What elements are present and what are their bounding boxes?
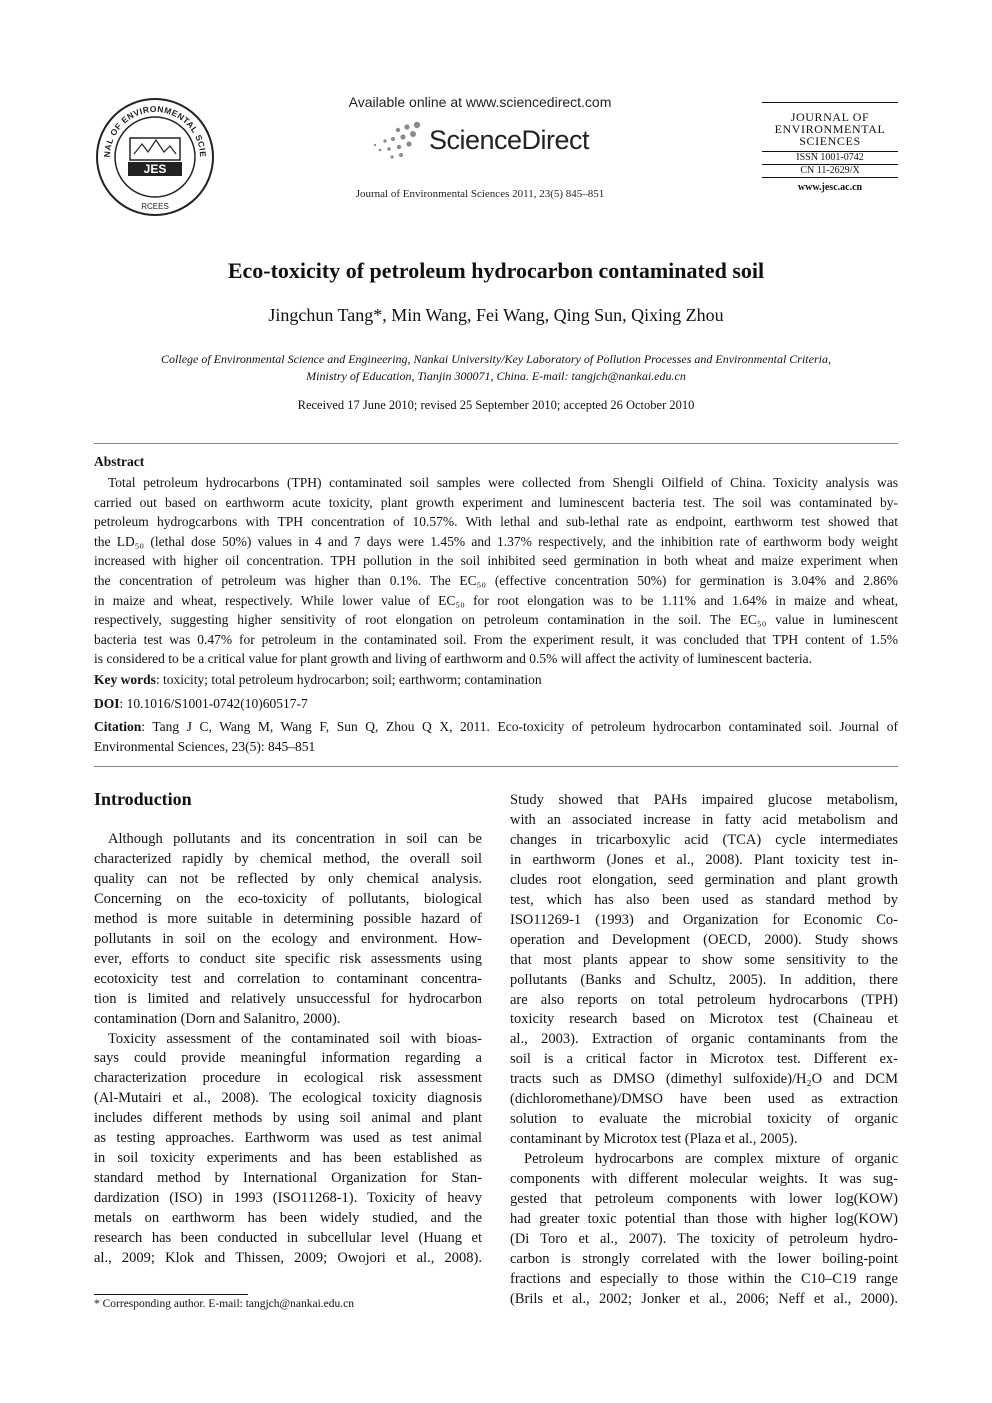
jes-masthead	[762, 102, 898, 193]
citation-line-2: Environmental Sciences, 23(5): 845–851	[94, 738, 316, 754]
sciencedirect-dots-icon	[371, 120, 423, 160]
abstract-line: the LD₅₀ (lethal dose 50%) values in 4 and 7 days were 1.45% and 1.37% respectively, and the inhibition rate of earthworm body weight	[94, 533, 898, 549]
citation	[94, 717, 898, 756]
citation-label: Citation	[94, 719, 142, 734]
body-line: with an associated increase in fatty acid metabolism and	[510, 811, 898, 828]
body-line: method is more suitable in determining possible hazard of	[94, 910, 482, 927]
keywords-text: : toxicity; total petroleum hydrocarbon; soil; earthworm; contamination	[155, 672, 542, 687]
keywords-label: Key words	[94, 672, 156, 687]
body-line: includes different methods by using soil animal and plant	[94, 1110, 482, 1127]
body-line: (Di Toro et al., 2007). The toxicity of petroleum hydro-	[510, 1230, 898, 1247]
svg-text:RCEES: RCEES	[141, 202, 169, 211]
body-line: quality can not be reflected by only chemical analysis.	[94, 870, 482, 887]
body-line: carbon is strongly correlated with the lower boiling-point	[510, 1250, 898, 1267]
jes-title	[762, 103, 898, 151]
abstract-line: bacteria test was 0.47% for petroleum in the contaminated soil. From the experiment result, it was concluded that TPH content of 1.5%	[94, 631, 898, 647]
body-line: al., 2009; Klok and Thissen, 2009; Owojori et al., 2008).	[94, 1250, 482, 1267]
sciencedirect-logo[interactable]	[300, 116, 660, 164]
body-line: (Brils et al., 2002; Jonker et al., 2006; Neff et al., 2000).	[510, 1290, 898, 1307]
body-line: test, which has also been used as standard method by	[510, 891, 898, 908]
body-line: characterized rapidly by chemical method, the overall soil	[94, 850, 482, 867]
body-line: research has been conducted in subcellular level (Huang et	[94, 1230, 482, 1247]
jes-cn: CN 11-2629/X	[800, 165, 860, 176]
corresponding-author-footnote: * Corresponding author. E-mail: tangjch@nankai.edu.cn	[94, 1298, 355, 1310]
doi	[94, 694, 898, 714]
body-line: pollutants (Banks and Schultz, 2005). In addition, there	[510, 971, 898, 988]
journal-citation-line: Journal of Environmental Sciences 2011, 23(5) 845–851	[355, 188, 605, 200]
received-dates: Received 17 June 2010; revised 25 September 2010; accepted 26 October 2010	[297, 398, 695, 412]
body-line: ecotoxicity test and correlation to contaminant concentra-	[94, 970, 482, 987]
body-line: components with different molecular weights. It was sug-	[510, 1171, 898, 1188]
body-line: standard method by International Organization for Stan-	[94, 1170, 482, 1187]
body-line: cludes root elongation, seed germination and plant growth	[510, 871, 898, 888]
body-line: in earthworm (Jones et al., 2008). Plant toxicity test in-	[510, 851, 898, 868]
svg-text:JOURNAL OF ENVIRONMENTAL SCIEN: NAL OF ENVIRONMENTAL SCIE	[101, 103, 209, 158]
body-line: gested that petroleum components with lower log(KOW)	[510, 1191, 898, 1208]
body-line: Study showed that PAHs impaired glucose metabolism,	[510, 792, 898, 808]
body-line: ever, efforts to conduct site specific risk assessments using	[94, 950, 482, 967]
body-line: tion is limited and relatively unsuccessful for hydrocarbon	[94, 990, 482, 1007]
body-line: dardization (ISO) in 1993 (ISO11268-1). Toxicity of heavy	[94, 1190, 482, 1207]
body-line: contaminant by Microtox test (Plaza et al., 2005).	[510, 1131, 798, 1148]
abstract-line: carried out based on earthworm acute toxicity, plant growth experiment and luminescent bacteria test. The soil was contaminated by-	[94, 494, 898, 510]
abstract-line: increased with higher oil concentration. TPH pollution in the soil inhibited seed germination in both wheat and maize experiment when	[94, 553, 898, 569]
abstract-body	[94, 473, 898, 669]
body-line: characterization procedure in ecological risk assessment	[94, 1070, 482, 1087]
abstract-line: petroleum hydrogcarbons with TPH concentration of 10.57%. With lethal and sub-lethal rate as endpoint, earthworm test showed that	[94, 514, 898, 530]
footnote-rule	[94, 1294, 248, 1295]
sciencedirect-wordmark: ScienceDirect	[428, 124, 590, 155]
body-line: in soil toxicity experiments and has been established as	[94, 1150, 482, 1167]
body-line: that most plants appear to show some sensitivity to the	[510, 951, 898, 968]
abstract-heading: Abstract	[94, 454, 145, 469]
sciencedirect-header	[300, 94, 660, 200]
jes-title-line-3: SCIENCES	[799, 134, 861, 148]
body-line: Although pollutants and its concentration in soil can be	[108, 831, 482, 847]
body-line: operation and Development (OECD, 2000). Study shows	[510, 931, 898, 948]
jes-issn: ISSN 1001-0742	[796, 152, 864, 163]
abstract-rule-top	[94, 443, 898, 444]
abstract-line: in maize and wheat, respectively. While lower value of EC₅₀ for root elongation was to be 1.11% and 1.64% in maize and wheat,	[94, 592, 898, 608]
body-line: are also reports on total petroleum hydrocarbons (TPH)	[510, 991, 898, 1008]
section-heading-introduction: Introduction	[94, 789, 192, 809]
affiliation	[100, 351, 892, 385]
jes-title-line-2: ENVIRONMENTAL	[774, 122, 886, 136]
body-line: metals on earthworm has been widely studied, and the	[94, 1210, 482, 1227]
body-line: (Al-Mutairi et al., 2008). The ecological toxicity diagnosis	[94, 1090, 482, 1107]
body-line: pollutants in soil on the ecology and environment. How-	[94, 930, 482, 947]
body-line: says could provide meaningful information regarding a	[94, 1050, 482, 1067]
citation-line-1: : Tang J C, Wang M, Wang F, Sun Q, Zhou Q X, 2011. Eco-toxicity of petroleum hydrocarbon contaminated soil. Journal of	[141, 719, 898, 734]
affiliation-line-1: College of Environmental Science and Engineering, Nankai University/Key Laboratory of Pollution Processes and Environmental Criteria,	[161, 352, 831, 366]
abstract-rule-bottom	[94, 766, 898, 767]
body-line: ISO11269-1 (1993) and Organization for Economic Co-	[510, 911, 898, 928]
body-column-right	[510, 791, 898, 1310]
available-online-text[interactable]: Available online at www.sciencedirect.com	[348, 94, 612, 110]
abstract-line: is considered to be a critical value for plant growth and living of earthworm and 0.5% will affect the activity of luminescent bacteria.	[94, 651, 813, 667]
keywords	[94, 670, 898, 690]
jes-title-line-1: JOURNAL OF	[790, 110, 870, 124]
body-line: toxicity research based on Microtox test (Chaineau et	[510, 1011, 898, 1028]
doi-label: DOI	[94, 696, 120, 711]
paper-title: Eco-toxicity of petroleum hydrocarbon contaminated soil	[227, 258, 765, 283]
body-line: changes in tricarboxylic acid (TCA) cycle intermediates	[510, 831, 898, 848]
body-line: contamination (Dorn and Salanitro, 2000).	[94, 1010, 341, 1027]
body-line: al., 2003). Extraction of organic contaminants from the	[510, 1031, 898, 1048]
body-line: as testing approaches. Earthworm was used as test animal	[94, 1130, 482, 1147]
body-line: solution to evaluate the microbial toxicity of organic	[510, 1111, 898, 1128]
body-line: soil is a critical factor in Microtox test. Different ex-	[510, 1051, 898, 1068]
journal-seal-logo	[94, 96, 216, 218]
abstract-line: the concentration of petroleum was higher than 0.1%. The EC₅₀ (effective concentration 50%) for germination is 3.04% and 2.86%	[94, 572, 898, 588]
body-column-left	[94, 830, 482, 1269]
doi-text[interactable]: : 10.1016/S1001-0742(10)60517-7	[119, 696, 308, 711]
svg-text:JES: JES	[143, 162, 167, 176]
author-list: Jingchun Tang*, Min Wang, Fei Wang, Qing Sun, Qixing Zhou	[268, 305, 724, 325]
abstract-line: Total petroleum hydrocarbons (TPH) contaminated soil samples were collected from Shengli Oilfield of China. Toxicity analysis was	[108, 475, 898, 490]
body-line: had greater toxic potential than those with higher log(KOW)	[510, 1211, 898, 1228]
body-line: fractions and especially to those within the C10–C19 range	[510, 1270, 898, 1287]
body-line: (dichloromethane)/DMSO have been used as extraction	[510, 1091, 898, 1108]
abstract-line: respectively, suggesting higher sensitivity of root elongation on petroleum contamination in the soil. The EC₅₀ value in luminescent	[94, 612, 898, 628]
jes-url-link[interactable]: www.jesc.ac.cn	[797, 182, 863, 193]
body-line: tracts such as DMSO (dimethyl sulfoxide)/H₂O and DCM	[510, 1071, 898, 1088]
body-line: Petroleum hydrocarbons are complex mixture of organic	[524, 1151, 898, 1168]
body-line: Toxicity assessment of the contaminated soil with bioas-	[108, 1030, 482, 1047]
body-line: Concerning on the eco-toxicity of pollutants, biological	[94, 890, 482, 907]
affiliation-line-2: Ministry of Education, Tianjin 300071, China. E-mail: tangjch@nankai.edu.cn	[306, 369, 686, 383]
